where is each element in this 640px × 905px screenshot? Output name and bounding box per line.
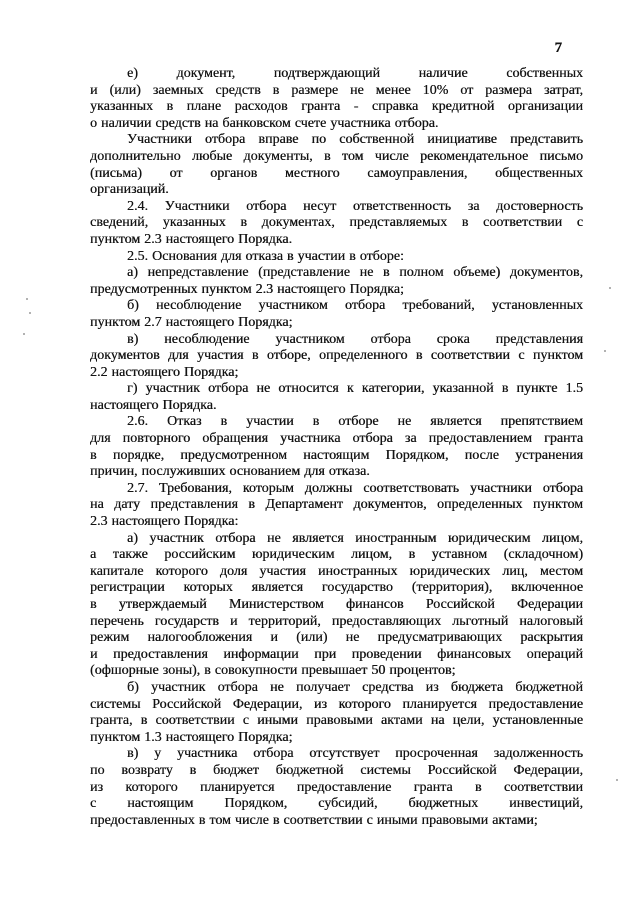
text-line: организаций. <box>90 182 169 198</box>
scan-speck <box>604 350 606 352</box>
text-line: пунктом 2.3 настоящего Порядка. <box>90 231 293 247</box>
text-line: а) непредставление (представление не в полном объеме) документов, <box>127 265 583 281</box>
text-line: регистрации которых является государство (территория), включенное <box>90 580 583 596</box>
text-line: 2.6. Отказ в участии в отборе не является препятствием <box>127 414 583 430</box>
text-line: Участники отбора вправе по собственной инициативе представить <box>127 132 583 148</box>
scan-speck <box>29 312 31 314</box>
text-line: причин, послуживших основанием для отказа. <box>90 464 370 480</box>
text-line: в утверждаемый Министерством финансов Российской Федерации <box>90 597 583 612</box>
text-line: и (или) заемных средств в размере не менее 10% от размера затрат, <box>90 82 583 98</box>
text-line: 2.2 настоящего Порядка; <box>90 364 239 380</box>
text-line: (письма) от органов местного самоуправления, общественных <box>90 165 583 181</box>
scan-speck <box>23 333 25 335</box>
text-line: гранта, в соответствии с иными правовыми актами на цели, установленные <box>90 713 583 729</box>
text-line: предусмотренных пунктом 2.3 настоящего Порядка; <box>90 281 404 297</box>
text-line: (офшорные зоны), в совокупности превышает 50 процентов; <box>90 663 456 679</box>
text-line: г) участник отбора не относится к категории, указанной в пункте 1.5 <box>127 381 583 397</box>
text-line: а также российским юридическим лицом, в уставном (складочном) <box>90 547 583 563</box>
text-line: и предоставления информации при проведении финансовых операций <box>90 646 583 662</box>
scan-speck <box>26 298 28 300</box>
text-line: в) несоблюдение участником отбора срока представления <box>127 331 583 347</box>
text-line: е) документ, подтверждающий наличие собственных <box>127 66 583 81</box>
text-line: 2.7. Требования, которым должны соответствовать участники отбора <box>127 480 583 496</box>
text-line: дополнительно любые документы, в том числе рекомендательное письмо <box>90 148 583 164</box>
text-line: пунктом 1.3 настоящего Порядка; <box>90 729 293 745</box>
text-line: для повторного обращения участника отбора за предоставлением гранта <box>90 431 583 447</box>
text-line: в порядке, предусмотренном настоящим Порядком, после устранения <box>90 447 583 463</box>
text-line: 2.3 настоящего Порядка: <box>90 514 239 530</box>
text-line: по возврату в бюджет бюджетной системы Российской Федерации, <box>90 762 583 778</box>
page-number: 7 <box>554 40 562 56</box>
text-line: капитале которого доля участия иностранных юридических лиц, местом <box>90 563 583 579</box>
text-line: настоящего Порядка. <box>90 397 217 413</box>
scan-speck <box>609 287 611 289</box>
text-line: режим налогообложения и (или) не предусматривающих раскрытия <box>90 630 583 646</box>
text-line: 2.5. Основания для отказа в участии в отборе: <box>127 248 404 264</box>
text-line: документов для участия в отборе, определенного в соответствии с пунктом <box>90 348 583 364</box>
text-line: в) у участника отбора отсутствует просроченная задолженность <box>127 746 583 762</box>
text-line: а) участник отбора не является иностранным юридическим лицом, <box>127 530 583 546</box>
text-line: указанных в плане расходов гранта - справка кредитной организации <box>90 99 583 115</box>
text-line: б) несоблюдение участником отбора требований, установленных <box>127 298 583 314</box>
document-text <box>90 66 583 829</box>
text-line: на дату представления в Департамент документов, определенных пунктом <box>90 497 583 513</box>
text-line: 2.4. Участники отбора несут ответственность за достоверность <box>127 198 583 214</box>
text-line: системы Российской Федерации, из которого планируется предоставление <box>90 696 583 712</box>
text-line: сведений, указанных в документах, представляемых в соответствии с <box>90 215 583 231</box>
text-line: о наличии средств на банковском счете участника отбора. <box>90 115 439 131</box>
text-line: б) участник отбора не получает средства из бюджета бюджетной <box>127 679 583 695</box>
scan-speck <box>616 779 618 781</box>
text-line: перечень государств и территорий, предоставляющих льготный налоговый <box>90 613 583 629</box>
text-line: с настоящим Порядком, субсидий, бюджетных инвестиций, <box>90 796 583 812</box>
text-line: пунктом 2.7 настоящего Порядка; <box>90 314 293 330</box>
text-line: предоставленных в том числе в соответствии с иными правовыми актами; <box>90 812 538 828</box>
text-line: из которого планируется предоставление гранта в соответствии <box>90 779 583 795</box>
